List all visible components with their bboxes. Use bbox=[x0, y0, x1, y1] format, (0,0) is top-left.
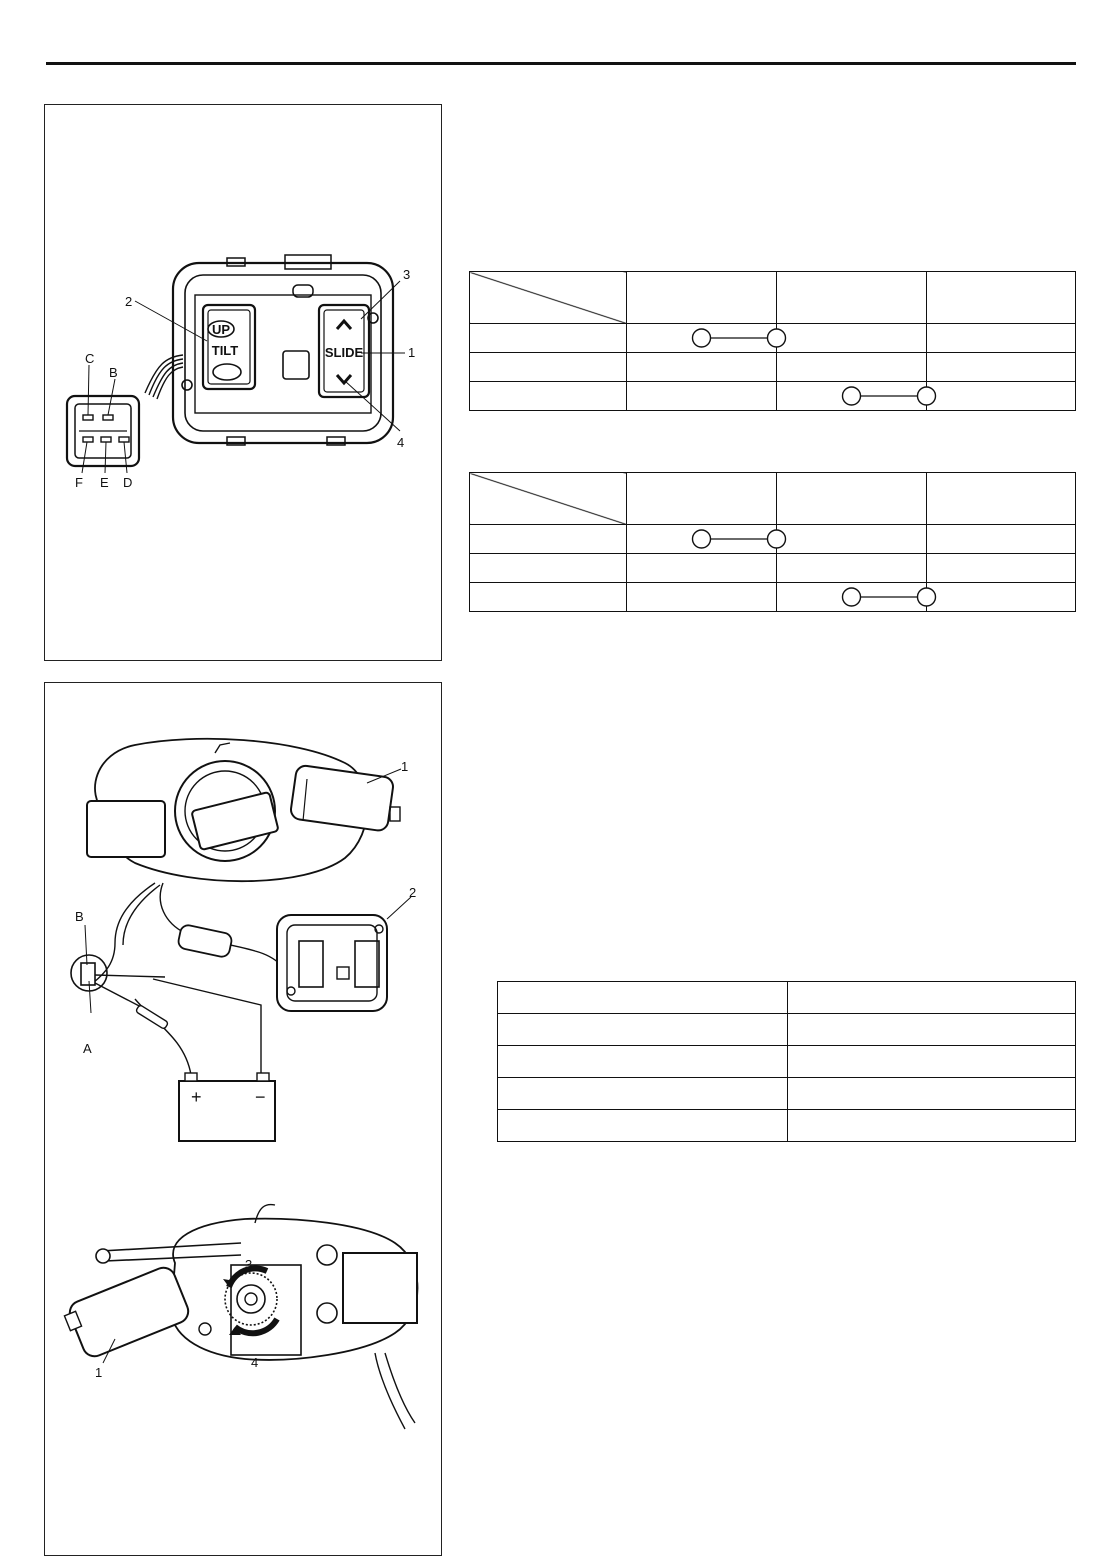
header-rule bbox=[46, 62, 1076, 65]
slide-label: SLIDE bbox=[324, 345, 364, 360]
table1-corner-cell bbox=[470, 272, 627, 324]
spec-table-cell bbox=[788, 1110, 1076, 1142]
fig2-callout-1: 1 bbox=[401, 759, 409, 774]
figure-motor-panel bbox=[44, 682, 442, 1556]
battery-minus-label: − bbox=[255, 1087, 266, 1107]
table1-header-col-2 bbox=[777, 272, 927, 324]
spec-table-cell bbox=[498, 1110, 788, 1142]
terminal-d-label: D bbox=[123, 475, 133, 490]
table2-header-col-3 bbox=[927, 473, 1076, 525]
spec-table-cell bbox=[498, 1078, 788, 1110]
spec-table-cell bbox=[788, 982, 1076, 1014]
table1-row-1-label bbox=[470, 324, 627, 353]
fig2-terminal-a: A bbox=[83, 1041, 92, 1056]
table1-header-col-3 bbox=[927, 272, 1076, 324]
callout-3: 3 bbox=[403, 267, 411, 282]
spec-table-cell bbox=[788, 1046, 1076, 1078]
callout-1: 1 bbox=[408, 345, 416, 360]
continuity-table-1 bbox=[469, 271, 1076, 411]
table1-header-col-1 bbox=[627, 272, 777, 324]
spec-table-cell bbox=[788, 1078, 1076, 1110]
table1-row-3-label bbox=[470, 382, 627, 411]
table1-row-2-label bbox=[470, 353, 627, 382]
table2-header-col-2 bbox=[777, 473, 927, 525]
continuity-table-2 bbox=[469, 472, 1076, 612]
table2-row-1-label bbox=[470, 525, 627, 554]
fig3-callout-4: 4 bbox=[251, 1355, 259, 1370]
spec-table-cell bbox=[788, 1014, 1076, 1046]
fig2-callout-2: 2 bbox=[409, 885, 417, 900]
spec-table-cell bbox=[498, 1046, 788, 1078]
sunroof-switch-illustration bbox=[45, 105, 441, 660]
table2-corner-cell bbox=[470, 473, 627, 525]
terminal-f-label: F bbox=[75, 475, 83, 490]
table2-row-3-label bbox=[470, 583, 627, 612]
spec-table bbox=[497, 981, 1076, 1142]
terminal-c-label: C bbox=[85, 351, 95, 366]
callout-2: 2 bbox=[125, 294, 133, 309]
table2-header-col-1 bbox=[627, 473, 777, 525]
table2-row-2-label bbox=[470, 554, 627, 583]
fig2-terminal-b: B bbox=[75, 909, 84, 924]
fig3-callout-3: 3 bbox=[245, 1257, 253, 1272]
figure-switch-panel bbox=[44, 104, 442, 661]
terminal-b-label: B bbox=[109, 365, 118, 380]
tilt-up-label: UP bbox=[211, 322, 231, 337]
spec-table-cell bbox=[498, 1014, 788, 1046]
terminal-e-label: E bbox=[100, 475, 109, 490]
fig3-callout-1: 1 bbox=[95, 1365, 103, 1380]
battery-plus-label: + bbox=[191, 1087, 202, 1107]
callout-4: 4 bbox=[397, 435, 405, 450]
motor-check-illustration bbox=[45, 683, 441, 1555]
tilt-label: TILT bbox=[211, 343, 239, 358]
spec-table-cell bbox=[498, 982, 788, 1014]
